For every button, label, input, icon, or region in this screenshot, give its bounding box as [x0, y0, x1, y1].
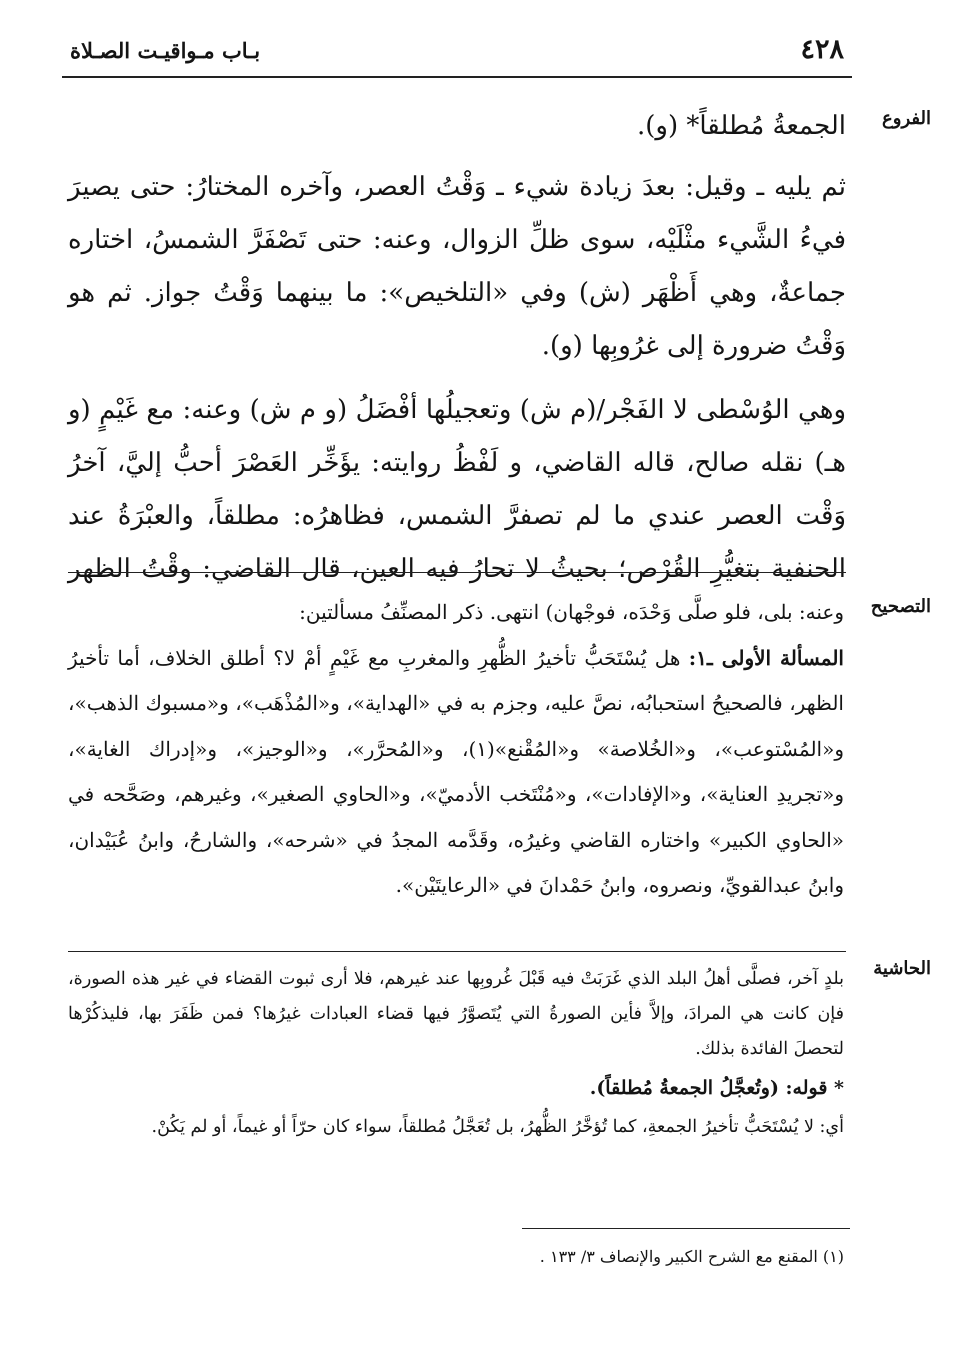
- hashiya-paragraph-2: أي: لا يُسْتَحَبُّ تأخيرُ الجمعةِ، كما تُؤخَّرُ الظُّهرُ، بل تُعَجَّلُ مُطلقاً، سواء كان حرّاً أو غيماً، أو لم يَكُنْ.: [151, 1117, 844, 1137]
- furu-paragraph-2: وهي الوُسْطى لا الفَجْر/(م ش) وتعجيلُها أفْضَلُ (و م ش) وعنه: مع غَيْمٍ (و هـ) نقله صالح، قاله القاضي، و لَفْظُ روايته: يؤَخِّر العَصْرَ أحبُّ إليَّ، آخرُ وَقْت العصر عندي ما لم تصفرَّ الشمس، فظاهرُه: مطلقاً، والعبْرَةُ عند الحنفية بتغيُّرِ القُرْص؛ بحيثُ لا تحارُ فيه العين، قال القاضي: وقْتُ الظهر: [68, 395, 847, 584]
- hashiya-section: [68, 962, 844, 1145]
- issue-heading: المسألة الأولى ـ١:: [688, 645, 844, 670]
- furu-section: [68, 100, 846, 607]
- issue-text: هل يُسْتَحَبُّ تأخيرُ الظُّهرِ والمغربِ مع غَيْمٍ أمْ لا؟ أطلق الخلاف، أما تأخيرُ الظهر، فالصحيحُ استحبابُه، نصَّ عليه، وجزم به في «الهداية»، و«المُذْهَب»، و«مسبوك الذهب»، و«المُسْتوعب»، و«الخُلاصة» و«المُقْنع»(١)، و«المُحرَّر»، و«الوجيز»، و«إدراك الغاية»، و«تجريدِ العناية»، و«الإفادات»، و«مُنْتَخب الأدميّ»، و«الحاوي الصغير»، وغيرهم، وصَحَّحه في «الحاوي الكبير» واختاره القاضي وغيرُه، وقَدَّمه المجدُ في «شرحه»، والشارحُ، وابنُ عُبَيْدان، وابنُ عبدالقويِّ، ونصروه، وابنُ حَمْدانَ في «الرعايتَيْن».: [68, 645, 844, 897]
- hashiya-paragraph-1: بلدٍ آخر، فصلَّى أهلُ البلد الذي غَرَبَتْ فيه قَبْلَ غُروبِها عند غيرهم، فلا أرى ثبوت القضاء في غير هذه الصورة، فإن كانت هي المرادَ، وإلاَّ فأين الصورةُ التي يُتَصوَّرُ فيها قضاء العبادات غيرُها؟ فمن ظَفَرَ بها، فليذكُرْها لتحصلَ الفائدة بذلك.: [68, 969, 844, 1059]
- section-divider: [68, 951, 846, 952]
- tashih-issue-1: [68, 636, 844, 909]
- page-header: [62, 32, 852, 78]
- furu-lead: الجمعةُ مُطلقاً* (و).: [636, 111, 846, 141]
- section-divider: [68, 572, 846, 573]
- tashih-section: [68, 590, 844, 909]
- page-number: ٤٢٨: [800, 34, 844, 65]
- tashih-intro: وعنه: بلى، فلو صلَّى وَحْدَه، فوجْهان) انتهى. ذكر المصنِّفُ مسألتين:: [299, 600, 844, 624]
- label-tashih: التصحيح: [870, 596, 931, 617]
- chapter-title: بـاب مـواقيـت الصـلاة: [70, 38, 261, 63]
- label-hashiya: الحاشية: [873, 958, 931, 979]
- label-furu: الفروع: [882, 108, 931, 129]
- footnote-divider: [522, 1228, 850, 1229]
- footnote: (١) المقنع مع الشرح الكبير والإنصاف ٣/ ١٣٣ .: [539, 1247, 844, 1266]
- furu-paragraph-1: ثم يليه ـ وقيل: بعدَ زيادة شيء ـ وَقْتُ العصر، وآخره المختارُ: حتى يصيرَ فيءُ الشَّيء مثْلَيْه، سوى ظلِّ الزوال، وعنه: حتى تَصْفَرَّ الشمسُ، اختاره جماعةٌ، وهي أَظْهَر (ش) وفي «التلخيص»: ما بينهما وَقْتُ جواز. ثم هو وَقْتُ ضرورة إلى غرُوبِها (و).: [68, 172, 846, 361]
- hashiya-quote-heading: * قوله: (وتُعجَّلُ الجمعةُ مُطلقاً).: [589, 1077, 844, 1099]
